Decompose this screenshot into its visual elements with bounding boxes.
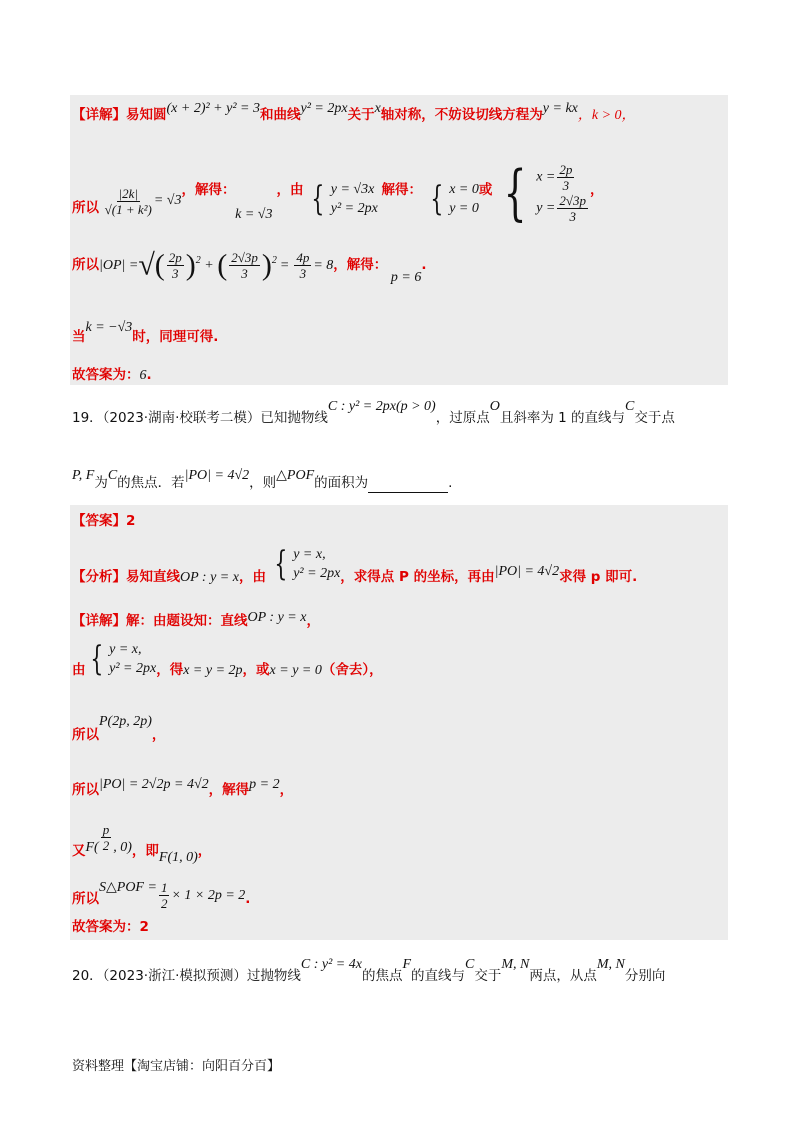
answer-line-19: 故答案为：2 (72, 919, 149, 935)
answer-19: 【答案】2 (72, 513, 136, 529)
detail-19-line-2: 由 { y = x, y² = 2px ，得x = y = 2p，或x = y = 0（舍去）， (72, 639, 383, 679)
detail-19-line-6: 所以S△POF = $\frac{1}{2}$ × 1 × 2p = 2. (72, 879, 251, 911)
page-footer: 资料整理【淘宝店铺：向阳百分百】 (72, 1059, 281, 1074)
detail-19-line-5: 又F( $\frac{p}{2}$ , 0)，即F(1, 0)， (72, 822, 212, 865)
answer-blank (368, 478, 448, 493)
detail-line-3: 所以|OP| =√( $\frac{2p}{3}$ )$^2$ + ( $\frac{2√3p}{3}$ )$^2$ = $\frac{4p}{3}$ = 8，解得： p = 6. (72, 248, 427, 285)
analysis-19: 【分析】易知直线OP : y = x，由 { y = x, y² = 2px ，求得点 P 的坐标，再由|PO| = 4√2求得 p 即可. (72, 544, 638, 586)
detail-19-line-1: 【详解】解：由题设知：直线OP : y = x， (72, 610, 320, 629)
distance-fraction: $\frac{|2k|}{\text{√(1 + k²)}}$ (104, 185, 152, 217)
detail-line-1: 【详解】易知圆(x + 2)² + y² = 3和曲线y² = 2px关于x轴对称，不妨设切线方程为y = kx，k > 0， (72, 101, 636, 123)
question-20-line-1: 20．（2023·浙江·模拟预测）过抛物线C : y² = 4x的焦点F的直线与C交于M, N两点，从点M, N分别向 (72, 957, 666, 984)
detail-19-line-4: 所以|PO| = 2√2p = 4√2，解得p = 2， (72, 777, 294, 798)
solution-2: { x = $\frac{2p}{3}$ y = $\frac{2√3p}{3}$ (503, 158, 587, 228)
system-1: { y = √3x y² = 2px (311, 179, 378, 219)
solution-1: { x = 0 y = 0 (429, 179, 479, 219)
detail-19-line-3: 所以P(2p, 2p)， (72, 714, 166, 743)
answer-line-18: 故答案为：6. (72, 367, 152, 383)
question-19-line-2: P, F为C的焦点．若|PO| = 4√2，则△POF的面积为 . (72, 468, 453, 491)
detail-line-2: 所以 $\frac{|2k|}{\text{√(1 + k²)}}$ = √3，解得： k = √3，由 { y = √3x y² = 2px 解得： { x = 0 y = 0 或 { x = $\frac{2p}{3}$ y = $\frac{2√3p}{3}$ ， (72, 158, 604, 228)
circle-equation: (x + 2)² + y² = 3 (166, 101, 260, 116)
detail-line-4: 当k = −√3时，同理可得. (72, 320, 219, 345)
question-19-line-1: 19．（2023·湖南·校联考二模）已知抛物线C : y² = 2px(p > 0)，过原点O且斜率为 1 的直线与C交于点 (72, 399, 675, 426)
